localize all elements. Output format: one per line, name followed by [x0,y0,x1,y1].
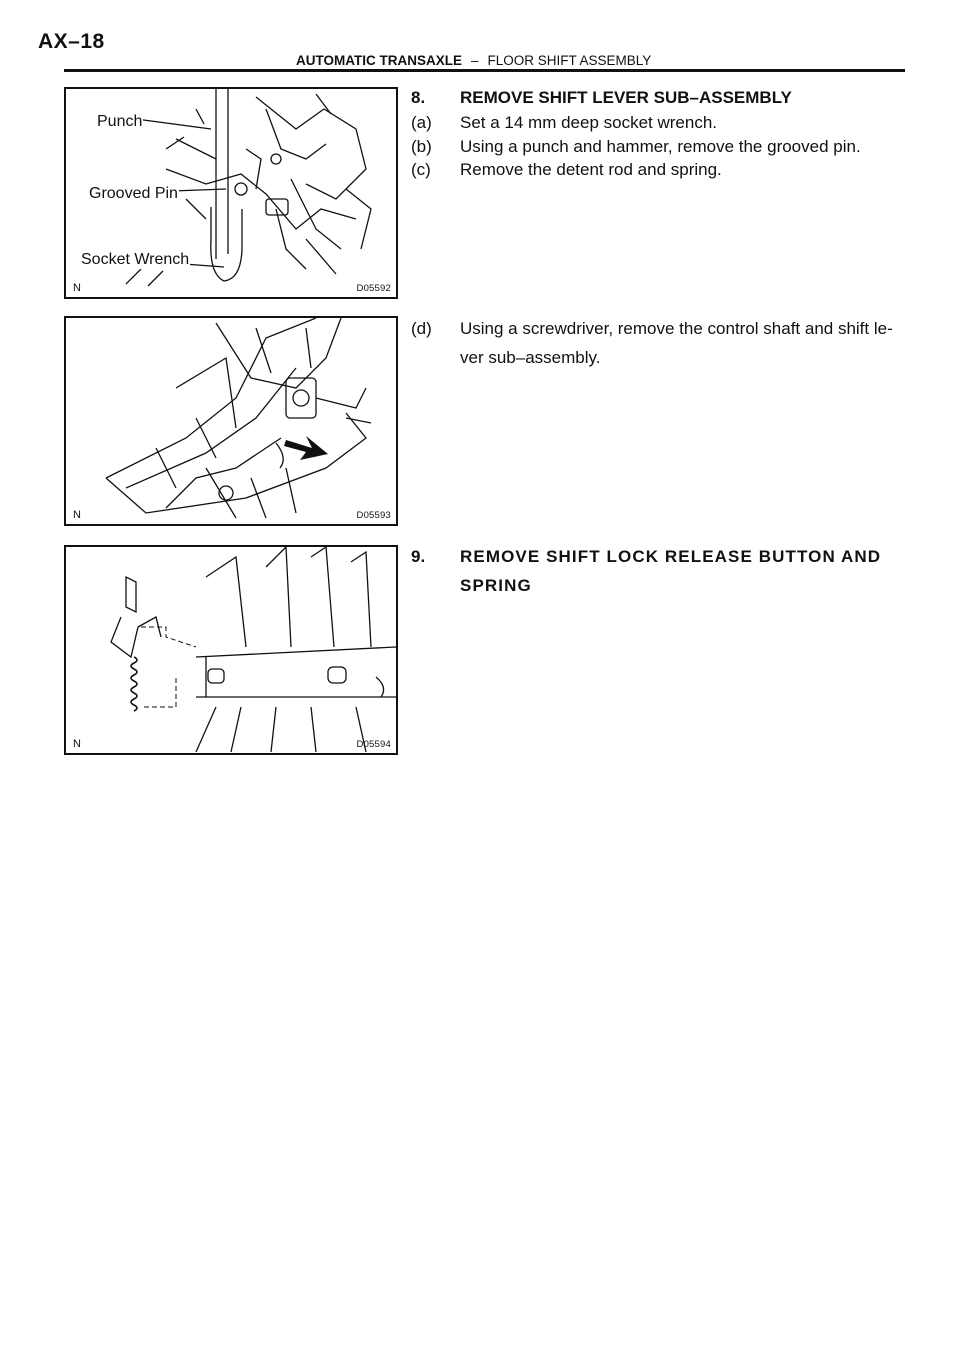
figure-corner-mark: N [73,282,81,294]
step-number: 9. [411,547,426,566]
step-8c [411,158,911,181]
step-8a [411,111,911,134]
figure-corner-mark: N [73,509,81,521]
figure-1 [64,87,398,299]
figure-corner-mark: N [73,738,81,750]
step-number: (a) [411,113,432,132]
step-number: (b) [411,137,432,156]
figure-code: D05592 [356,283,391,294]
step-8b [411,135,911,158]
label-socket-wrench: Socket Wrench [81,251,190,268]
label-punch: Punch [97,113,143,130]
step-text: Set a 14 mm deep socket wrench. [460,113,718,132]
step-text: Using a punch and hammer, remove the grooved pin. [460,137,861,156]
section-title: AUTOMATIC TRANSAXLE [296,53,462,68]
figure-3 [64,545,398,755]
header-separator: – [471,53,479,68]
step-number: (c) [411,160,431,179]
step-text: REMOVE SHIFT LEVER SUB–ASSEMBLY [460,88,792,107]
subsection-title: FLOOR SHIFT ASSEMBLY [487,53,652,68]
label-grooved-pin: Grooved Pin [89,185,178,202]
page-number: AX–18 [38,30,105,53]
figure-2-illustration [66,318,398,526]
figure-3-illustration [66,547,398,755]
figure-2 [64,316,398,526]
figure-code: D05594 [356,739,391,750]
running-header [296,53,651,68]
step-text: REMOVE SHIFT LOCK RELEASE BUTTON AND SPRING [460,547,882,595]
step-number: 8. [411,88,426,107]
step-9 [411,545,911,600]
step-8 [411,86,911,109]
figure-code: D05593 [356,510,391,521]
header-rule [64,69,905,72]
step-text: Using a screwdriver, remove the control shaft and shift le-ver sub–assembly. [460,319,893,367]
step-number: (d) [411,319,432,338]
step-text: Remove the detent rod and spring. [460,160,722,179]
step-8d [411,317,901,372]
